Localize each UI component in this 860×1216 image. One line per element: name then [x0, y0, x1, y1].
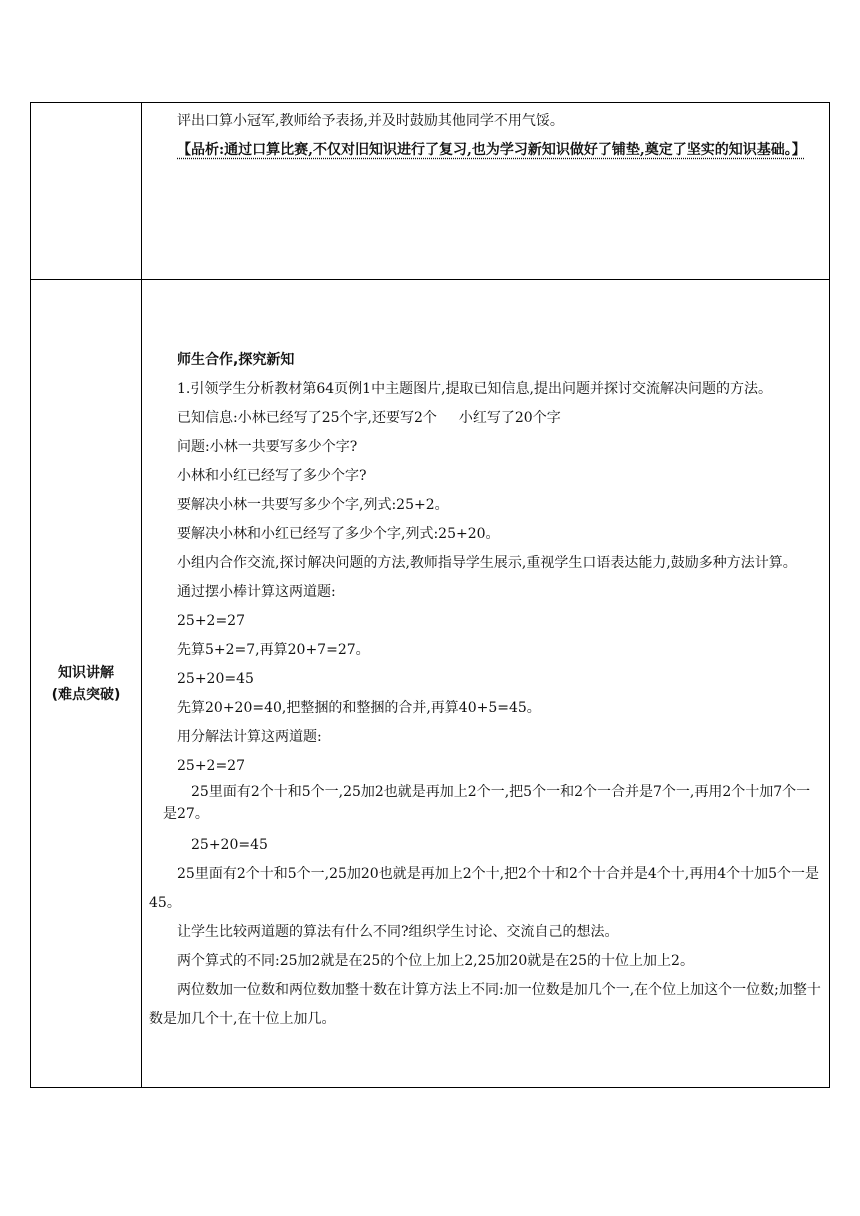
paragraph: 两个算式的不同:25加2就是在25的个位上加上2,25加20就是在25的十位上加上2。: [177, 953, 694, 969]
paragraph: [149, 404, 821, 433]
paragraph: 用分解法计算这两道题:: [177, 729, 322, 745]
section-label: 知识讲解: [58, 664, 114, 681]
section-sublabel: (难点突破): [51, 686, 121, 703]
equation-line: 25+2=27: [177, 613, 245, 629]
lesson-plan-table: [30, 102, 830, 1088]
row-content-cell: [142, 280, 830, 1088]
paragraph: 先算20+20=40,把整捆的和整捆的合并,再算40+5=45。: [177, 700, 541, 716]
paragraph: 评出口算小冠军,教师给予表扬,并及时鼓励其他同学不用气馁。: [177, 113, 564, 129]
table-row: [31, 103, 830, 280]
equation-line: 25+20=45: [177, 671, 254, 687]
paragraph: 问题:小林一共要写多少个字?: [177, 439, 358, 455]
equation-line: 25+2=27: [177, 758, 245, 774]
paragraph: 25里面有2个十和5个一,25加20也就是再加上2个十,把2个十和2个十合并是4个十,再用4个十加5个一是45。: [149, 866, 820, 911]
paragraph: 两位数加一位数和两位数加整十数在计算方法上不同:加一位数是加几个一,在个位上加这个一位数;加整十数是加几个十,在十位上加几。: [149, 982, 821, 1027]
row-label-cell: [31, 280, 142, 1088]
row-content-cell: [142, 103, 830, 280]
paragraph: 小林和小红已经写了多少个字?: [177, 468, 367, 484]
paragraph: 要解决小林一共要写多少个字,列式:25+2。: [177, 497, 449, 513]
row-label-cell: [31, 103, 142, 280]
section-heading: 师生合作,探究新知: [177, 352, 295, 368]
table-row: [31, 280, 830, 1088]
known-info-text: 已知信息:小林已经写了25个字,还要写2个: [177, 410, 437, 426]
paragraph: 1.引领学生分析教材第64页例1中主题图片,提取已知信息,提出问题并探讨交流解决问题的方法。: [177, 381, 772, 397]
paragraph: 小组内合作交流,探讨解决问题的方法,教师指导学生展示,重视学生口语表达能力,鼓励多种方法计算。: [177, 555, 797, 571]
paragraph: 通过摆小棒计算这两道题:: [177, 584, 336, 600]
paragraph: 让学生比较两道题的算法有什么不同?组织学生讨论、交流自己的想法。: [177, 924, 619, 940]
paragraph: 25里面有2个十和5个一,25加2也就是再加上2个一,把5个一和2个一合并是7个一,再用2个十加7个一是27。: [163, 784, 811, 822]
known-info-text-2: 小红写了20个字: [458, 410, 561, 426]
analysis-note: 【品析:通过口算比赛,不仅对旧知识进行了复习,也为学习新知识做好了铺垫,奠定了坚实的知识基础。】: [177, 142, 806, 158]
equation-line: 25+20=45: [191, 837, 268, 853]
paragraph: 要解决小林和小红已经写了多少个字,列式:25+20。: [177, 526, 500, 542]
paragraph: 先算5+2=7,再算20+7=27。: [177, 642, 370, 658]
